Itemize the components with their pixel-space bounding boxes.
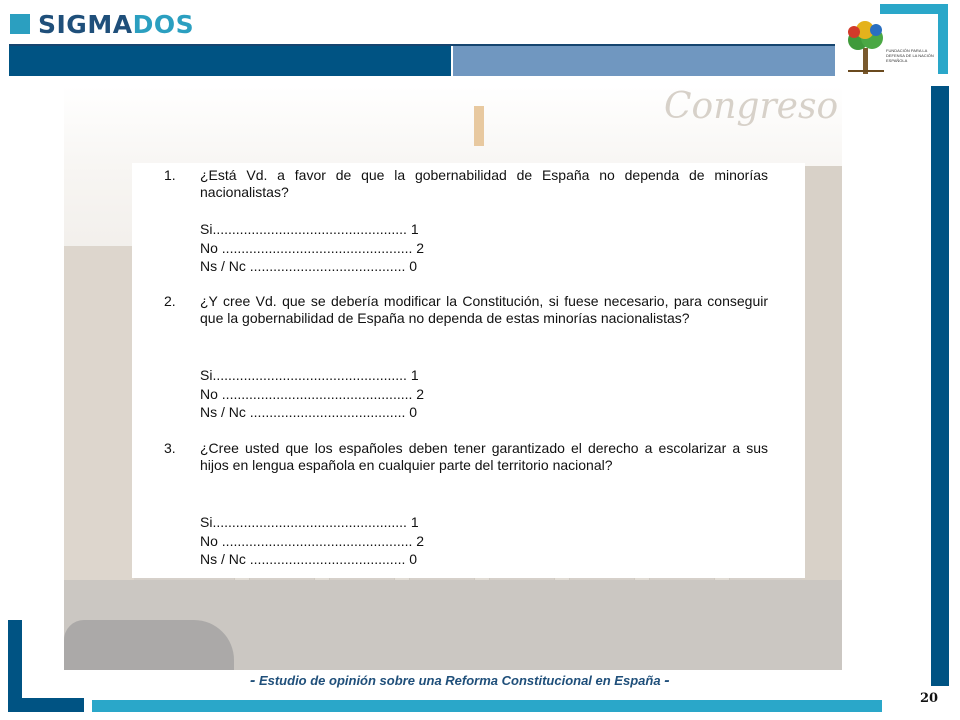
header-bar-line [9, 44, 835, 46]
question-text: ¿Cree usted que los españoles deben tener garantizado el derecho a escolarizar a sus hijos en lengua española en cualquier parte del territorio nacional? [200, 440, 768, 473]
header-bar-dark [9, 44, 451, 76]
question-text: ¿Está Vd. a favor de que la gobernabilidad de España no dependa de minorías nacionalistas? [200, 167, 768, 200]
question-number: 1. [164, 167, 176, 183]
answer-option: Ns / Nc ........................................ 0 [200, 404, 418, 420]
page-number: 20 [920, 691, 939, 706]
logo-square-icon [10, 14, 30, 34]
footer-bar [92, 700, 882, 712]
answer-option: No ................................................. 2 [200, 240, 425, 256]
building-right [802, 166, 842, 586]
foundation-name: FUNDACIÓN PARA LA DEFENSA DE LA NACIÓN ESPAÑOLA [886, 48, 934, 63]
answer-option: Si.................................................. 1 [200, 514, 419, 530]
right-vertical-bar [931, 86, 949, 686]
questionnaire-panel [132, 163, 805, 578]
sigmados-logo [10, 10, 194, 38]
answer-option: Si.................................................. 1 [200, 367, 419, 383]
answer-option: No ................................................. 2 [200, 533, 425, 549]
answer-option: Ns / Nc ........................................ 0 [200, 551, 418, 567]
corner-accent-bottom [8, 698, 84, 712]
question-number: 2. [164, 293, 176, 309]
answer-option: Ns / Nc ........................................ 0 [200, 258, 418, 274]
footer-title: - Estudio de opinión sobre una Reforma Constitucional en España - [250, 672, 670, 689]
question-number: 3. [164, 440, 176, 456]
answer-option: No ................................................. 2 [200, 386, 425, 402]
building-left [64, 246, 134, 586]
car [64, 620, 234, 670]
corner-accent-right [938, 4, 948, 74]
logo-text: SIGMADOS [38, 9, 195, 39]
question-text: ¿Y cree Vd. que se debería modificar la Constitución, si fuese necesario, para conseguir que la gobernabilidad de España no dependa de estas minorías nacionalistas? [200, 293, 768, 326]
flag-icon [474, 106, 484, 146]
header-bar-light [453, 44, 835, 76]
answer-option: Si.................................................. 1 [200, 221, 419, 237]
building-signage: Congreso [664, 86, 839, 127]
